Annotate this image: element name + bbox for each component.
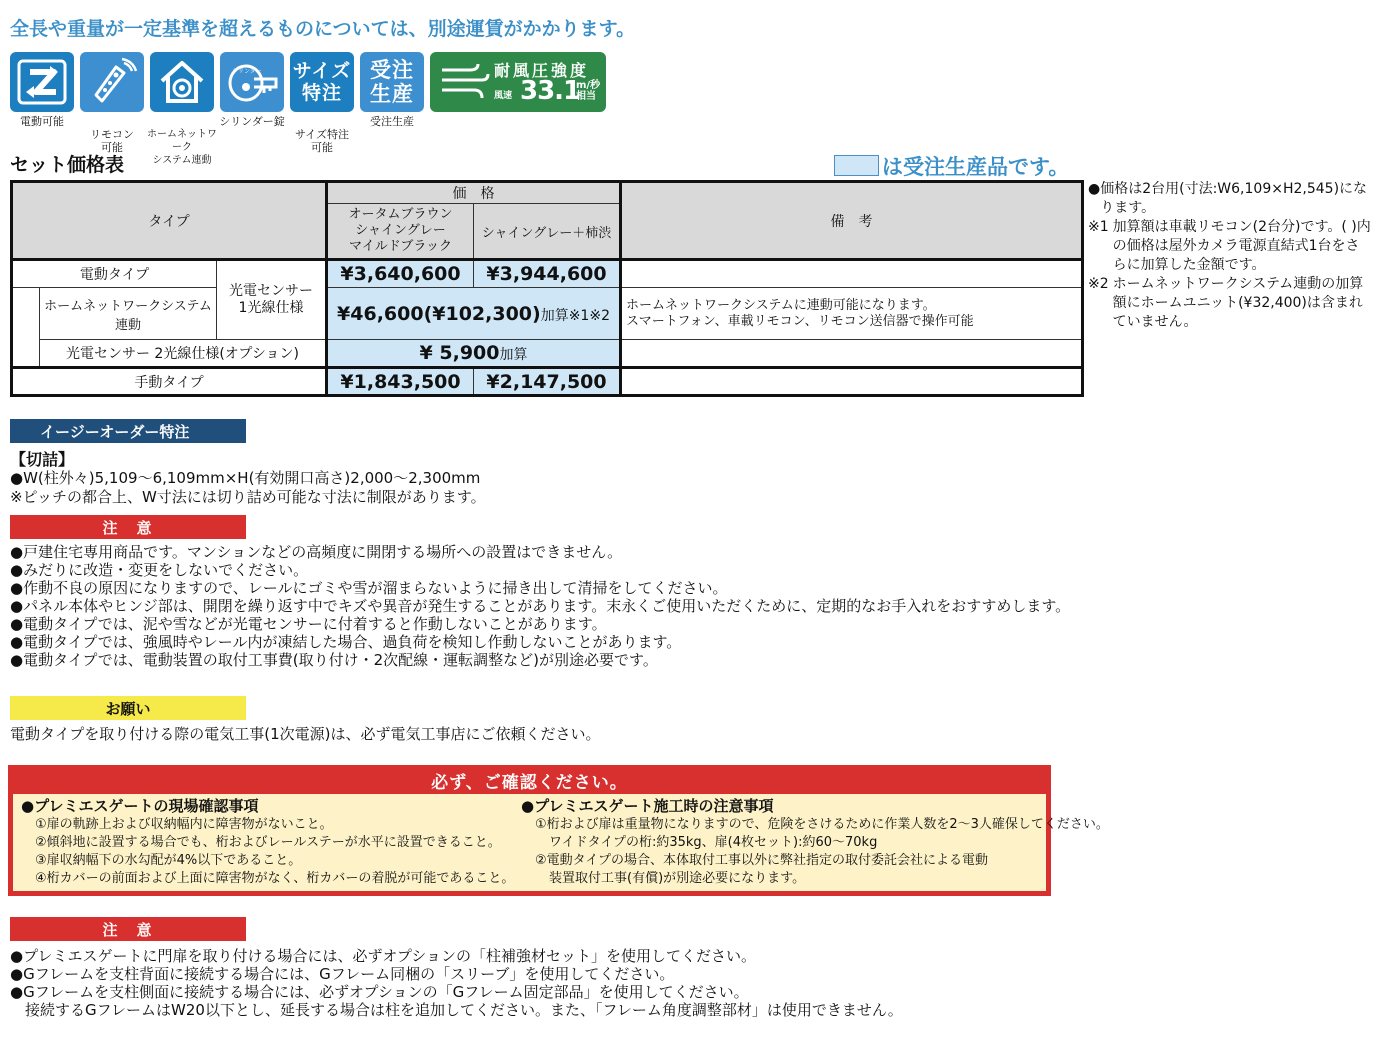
install-notes-column <box>521 796 1109 888</box>
legend-text: は受注生産品です。 <box>882 155 1070 179</box>
size-order-label <box>285 115 359 154</box>
caution-line: ●電動タイプでは、泥や雪などが光電センサーに付着すると作動しないことがあります。 <box>10 615 607 633</box>
wind-resistance-badge <box>430 52 606 112</box>
header-remarks: 備 考 <box>621 182 1083 260</box>
side-note <box>1088 180 1373 218</box>
caution-line: ●電動タイプでは、強風時やレール内が凍結した場合、過負荷を検知し作動しないことがあります。 <box>10 633 682 651</box>
caution-line: ●戸建住宅専用商品です。マンションなどの高頻度に開閉する場所への設置はできません。 <box>10 543 623 561</box>
site-check-item: ①扉の軌跡上および収納幅内に障害物がないこと。 <box>35 817 333 832</box>
cylinder-lock-label: シリンダー錠 <box>219 115 285 128</box>
caution-band-2: 注 意 <box>10 917 246 941</box>
caution-line: ●パネル本体やヒンジ部は、開閉を繰り返す中でキズや異音が発生することがあります。末永くご使用いただくために、定期的なお手入れをおすすめします。 <box>10 597 1071 615</box>
remote-control-label-text: リモコン 可能 <box>90 128 134 154</box>
side-note <box>1088 275 1373 332</box>
electric-icon <box>10 52 74 112</box>
site-check-item: ②傾斜地に設置する場合でも、桁およびレールステーが水平に設置できること。 <box>35 835 501 850</box>
headline: 全長や重量が一定基準を超えるものについては、別途運賃がかかります。 <box>10 18 636 40</box>
caution-line: ●作動不良の原因になりますので、レールにゴミや雪が溜まらないように掃き出して清掃をしてください。 <box>10 579 728 597</box>
sensor-option-remarks <box>621 340 1083 368</box>
site-check-item: ③扉収納幅下の水勾配が4%以下であること。 <box>35 853 302 868</box>
home-network-price <box>327 288 621 340</box>
side-note-mark: ※2 <box>1088 276 1109 292</box>
easy-order-text <box>10 450 486 507</box>
size-order-icon <box>290 52 354 112</box>
row-electric-label: 電動タイプ <box>12 260 217 288</box>
caution-band-1: 注 意 <box>10 515 246 539</box>
manual-price-b: ¥2,147,500 <box>474 368 621 396</box>
made-to-order-icon <box>360 52 424 112</box>
electric-remarks <box>621 260 1083 288</box>
sensor-spec-label: 光電センサー 1光線仕様 <box>217 260 327 340</box>
sensor-option-price-value: ¥ 5,900 <box>419 342 500 364</box>
sensor-option-price <box>327 340 621 368</box>
confirm-inner <box>13 794 1109 891</box>
header-price-a: オータムブラウン シャイングレー マイルドブラック <box>327 204 474 260</box>
cylinder-lock-icon <box>220 52 284 112</box>
made-to-order-label: 受注生産 <box>370 115 414 128</box>
indent-spacer <box>12 288 40 368</box>
electric-price-b: ¥3,944,600 <box>474 260 621 288</box>
caution-line: ●Gフレームを支柱背面に接続する場合には、Gフレーム同梱の「スリーブ」を使用してください。 <box>10 965 675 983</box>
wind-value: 33.1 <box>520 76 581 106</box>
home-network-price-suffix: 加算※1※2 <box>540 307 610 324</box>
confirm-box <box>8 765 1109 896</box>
easy-order-band: イージーオーダー特注 <box>10 419 246 443</box>
wind-title: 耐風圧強度 <box>494 61 590 80</box>
wind-unit: m/秒 相当 <box>576 80 601 102</box>
legend-swatch <box>834 155 879 176</box>
made-to-order-icon-text: 受注 生産 <box>370 58 414 106</box>
side-note-text: 価格は2台用(寸法:W6,109×H2,545)になります。 <box>1100 181 1368 216</box>
install-notes-title: ●プレミエスゲート施工時の注意事項 <box>521 797 774 815</box>
home-network-remarks: ホームネットワークシステムに連動可能になります。 スマートフォン、車載リモコン、リモコン送信器で操作可能 <box>621 288 1083 340</box>
sensor-option-label: 光電センサー 2光線仕様(オプション) <box>40 340 327 368</box>
request-text: 電動タイプを取り付ける際の電気工事(1次電源)は、必ず電気工事店にご依頼ください。 <box>10 725 601 743</box>
side-note-text: ホームネットワークシステム連動の加算額にホームユニット(¥32,400)は含まれていません。 <box>1112 276 1364 330</box>
confirm-title: 必ず、ご確認ください。 <box>431 773 628 793</box>
cylinder-lock-glyph-text: シリンダー <box>232 68 262 75</box>
caution-line: ●Gフレームを支柱側面に接続する場合には、必ずオプションの「Gフレーム固定部品」を使用してください。 <box>10 983 749 1001</box>
header-price-b: シャイングレー＋柿渋 <box>474 204 621 260</box>
side-note-text: 加算額は車載リモコン(2台分)です。( )内の価格は屋外カメラ電源直結式1台をさらに加算した金額です。 <box>1112 219 1371 273</box>
install-note-item: ワイドタイプの桁:約35kg、扉(4枚セット):約60〜70kg <box>549 835 878 850</box>
header-type: タイプ <box>12 182 327 260</box>
manual-remarks <box>621 368 1083 396</box>
easy-order-line: 【切詰】 <box>10 450 75 469</box>
easy-order-line: ※ピッチの都合上、W寸法には切り詰め可能な寸法に制限があります。 <box>10 488 486 506</box>
home-network-icon <box>150 52 214 112</box>
side-note <box>1088 218 1373 275</box>
caution-line: ●電動タイプでは、電動装置の取付工事費(取り付け・2次配線・運転調整など)が別途必要です。 <box>10 651 658 669</box>
caution-line: 接続するGフレームはW20以下とし、延長する場合は柱を追加してください。また、「フレーム角度調整部材」は使用できません。 <box>10 1001 903 1019</box>
site-check-item: ④桁カバーの前面および上面に障害物がなく、桁カバーの着脱が可能であること。 <box>35 871 515 886</box>
caution-list-1 <box>10 543 1070 669</box>
install-note-item: ②電動タイプの場合、本体取付工事以外に弊社指定の取付委託会社による電動 <box>535 853 989 868</box>
side-notes <box>1088 180 1373 332</box>
caution-list-2 <box>10 947 903 1019</box>
header-price: 価 格 <box>327 182 621 204</box>
wind-icon <box>438 62 490 102</box>
caution-line: ●みだりに改造・変更をしないでください。 <box>10 561 309 579</box>
site-check-column <box>21 796 514 888</box>
caution-line: ●プレミエスゲートに門扉を取り付ける場合には、必ずオプションの「柱補強材セット」を使用してください。 <box>10 947 756 965</box>
wind-prefix: 風速 <box>494 91 513 101</box>
remote-control-icon <box>80 52 144 112</box>
manual-price-a: ¥1,843,500 <box>327 368 474 396</box>
section-title: セット価格表 <box>10 154 125 176</box>
home-network-label <box>145 115 219 167</box>
install-note-item: ①桁および扉は重量物になりますので、危険をさけるために作業人数を2〜3人確保してください。 <box>535 817 1109 832</box>
home-network-row-label: ホームネットワークシステム連動 <box>40 288 217 340</box>
side-note-mark: ※1 <box>1088 219 1109 235</box>
sensor-option-price-suffix: 加算 <box>499 347 528 363</box>
electric-price-a: ¥3,640,600 <box>327 260 474 288</box>
home-network-price-value: ¥46,600(¥102,300) <box>337 302 541 325</box>
side-note-mark: ● <box>1088 181 1101 197</box>
row-manual-label: 手動タイプ <box>12 368 327 396</box>
home-network-label-text: ホームネットワーク システム連動 <box>147 129 217 166</box>
site-check-title: ●プレミエスゲートの現場確認事項 <box>21 797 259 815</box>
electric-label: 電動可能 <box>20 115 64 128</box>
request-band: お願い <box>10 696 246 720</box>
install-note-item: 装置取付工事(有償)が別途必要になります。 <box>549 871 806 886</box>
price-table <box>10 180 1084 397</box>
remote-control-label <box>75 115 149 154</box>
easy-order-line: ●W(柱外々)5,109〜6,109mm×H(有効開口高さ)2,000〜2,300mm <box>10 469 481 487</box>
size-order-label-text: サイズ特注 可能 <box>294 128 350 154</box>
size-order-icon-text: サイズ 特注 <box>292 60 352 104</box>
